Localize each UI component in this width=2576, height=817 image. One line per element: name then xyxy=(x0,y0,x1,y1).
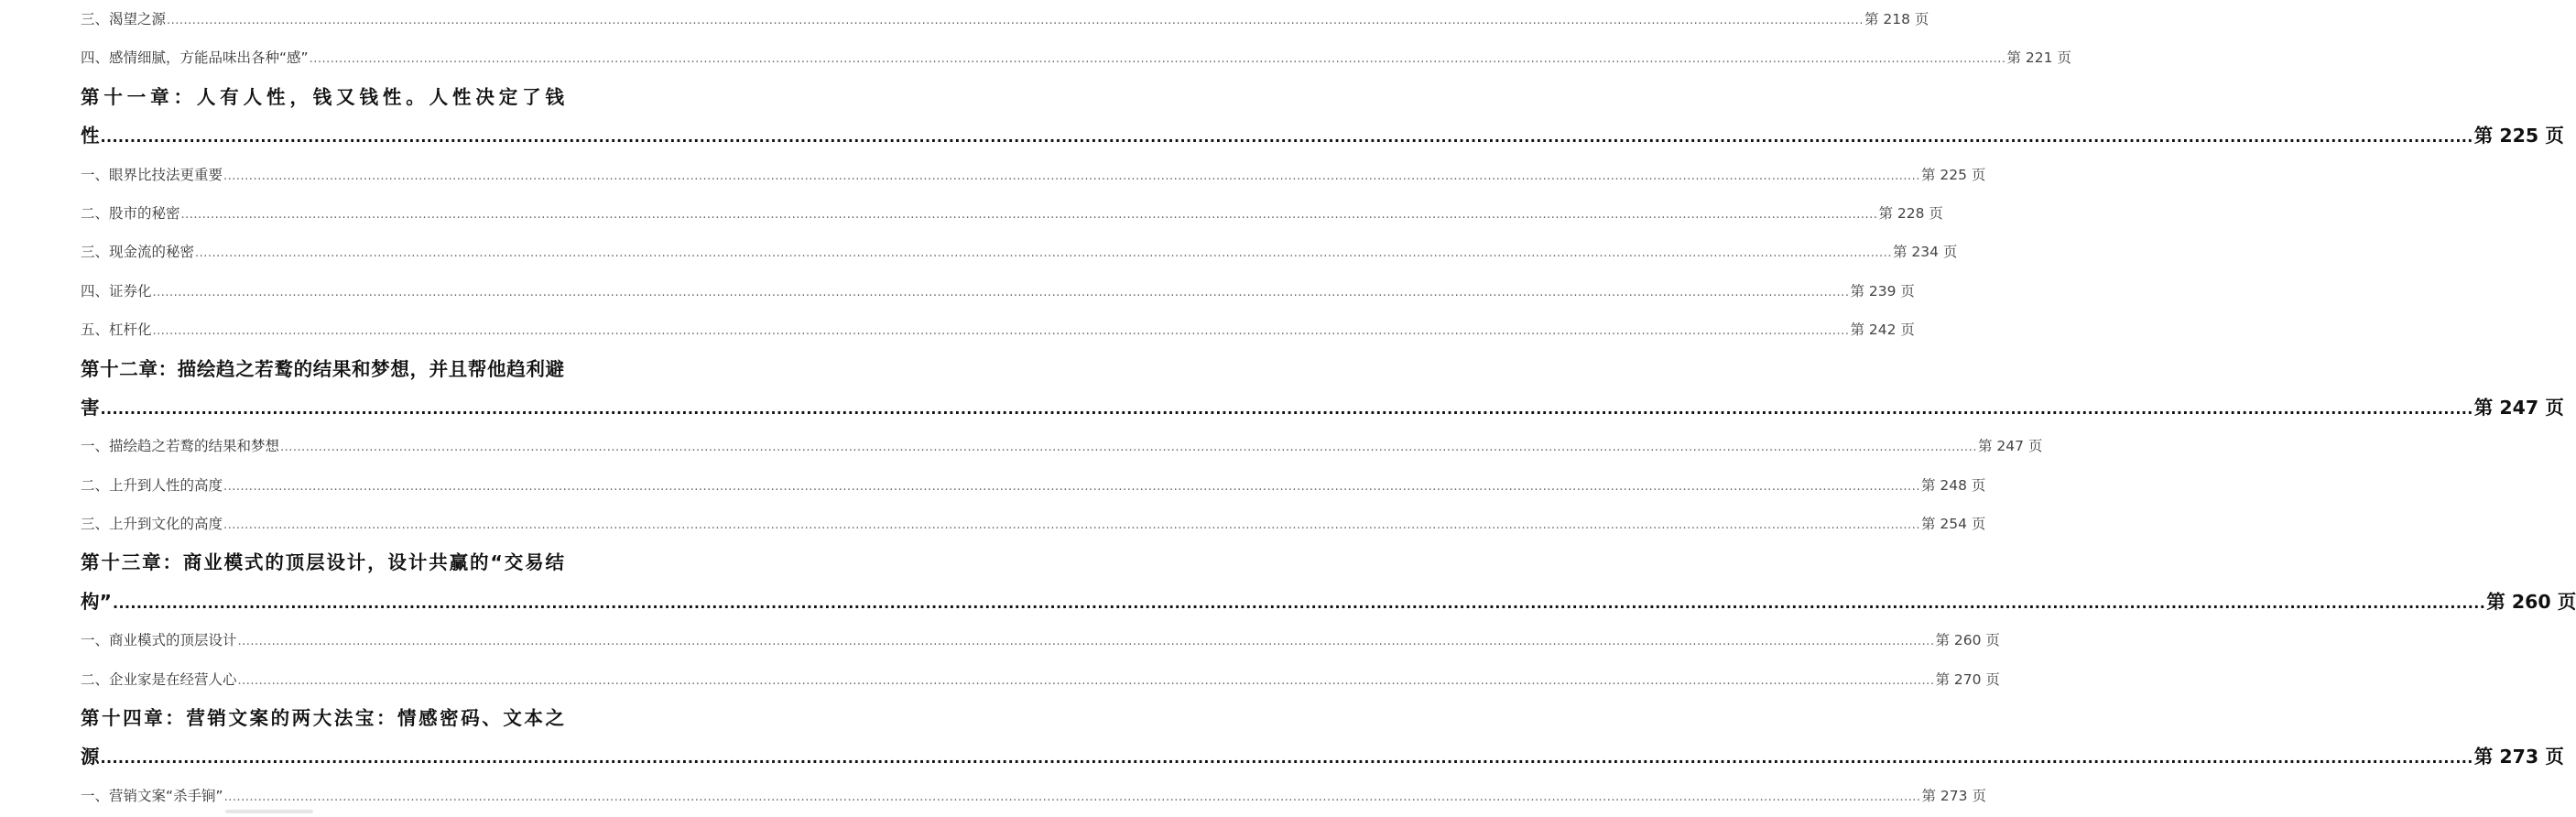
page-number: 第 228 页 xyxy=(1878,204,1943,222)
section-title: 四、证券化 xyxy=(81,282,152,300)
section-title: 三、上升到文化的高度 xyxy=(81,516,223,533)
page-number: 第 247 页 xyxy=(2473,396,2564,419)
dot-leader: ................................................................................................................................................................................................................................................................................................................................................................................................................ xyxy=(280,441,1977,455)
page-number: 第 225 页 xyxy=(2473,125,2564,147)
toc-entry-section[interactable] xyxy=(81,621,2000,659)
toc-entry-section[interactable] xyxy=(81,660,2000,699)
dot-leader: ................................................................................................................................................................................................................................................................................................................................................................................................................ xyxy=(100,128,2473,147)
page-number: 第 225 页 xyxy=(1920,166,1986,183)
dot-leader: ................................................................................................................................................................................................................................................................................................................................................................................................................ xyxy=(309,52,2006,67)
page-number: 第 270 页 xyxy=(1935,670,2000,688)
chapter-title-line2-row xyxy=(81,583,2576,621)
dot-leader: ................................................................................................................................................................................................................................................................................................................................................................................................................ xyxy=(100,749,2473,768)
page-number: 第 239 页 xyxy=(1850,282,1915,300)
page-number: 第 273 页 xyxy=(1921,787,1986,804)
section-title: 一、商业模式的顶层设计 xyxy=(81,632,237,649)
section-title: 二、股市的秘密 xyxy=(81,204,180,222)
chapter-title-line1: 第十二章：描绘趋之若鹜的结果和梦想，并且帮他趋利避 xyxy=(81,357,564,380)
dot-leader: ................................................................................................................................................................................................................................................................................................................................................................................................................ xyxy=(152,285,1850,300)
page-number: 第 273 页 xyxy=(2473,746,2564,768)
section-title: 一、营销文案“杀手锏” xyxy=(81,787,223,804)
page-number: 第 260 页 xyxy=(2486,590,2576,613)
dot-leader: ................................................................................................................................................................................................................................................................................................................................................................................................................ xyxy=(112,594,2486,612)
page-number: 第 218 页 xyxy=(1864,11,1929,27)
dot-leader: ................................................................................................................................................................................................................................................................................................................................................................................................................ xyxy=(237,635,1935,649)
dot-leader: ................................................................................................................................................................................................................................................................................................................................................................................................................ xyxy=(195,246,1892,261)
toc-entry-chapter[interactable] xyxy=(81,699,2564,777)
dot-leader: ................................................................................................................................................................................................................................................................................................................................................................................................................ xyxy=(180,207,1878,222)
section-title: 二、企业家是在经营人心 xyxy=(81,670,237,688)
chapter-title-line2-row xyxy=(81,116,2564,155)
toc-entry-section[interactable] xyxy=(81,272,1915,310)
page-number: 第 242 页 xyxy=(1850,321,1915,339)
page-number: 第 221 页 xyxy=(2006,49,2071,67)
toc-entry-section[interactable] xyxy=(81,0,1929,38)
toc-entry-section[interactable] xyxy=(81,777,1986,815)
toc-entry-section[interactable] xyxy=(81,310,1915,349)
scrollbar-hint[interactable] xyxy=(225,810,313,813)
section-title: 三、渴望之源 xyxy=(81,11,167,27)
toc-entry-section[interactable] xyxy=(81,233,1958,271)
toc-entry-section[interactable] xyxy=(81,38,2071,77)
chapter-title-line1: 第十三章：商业模式的顶层设计，设计共赢的“交易结 xyxy=(81,551,564,574)
chapter-title-line2-row xyxy=(81,737,2564,776)
chapter-title-line2: 害 xyxy=(81,396,100,419)
table-of-contents xyxy=(81,0,2576,815)
page-number: 第 248 页 xyxy=(1920,476,1986,494)
dot-leader: ................................................................................................................................................................................................................................................................................................................................................................................................................ xyxy=(167,14,1864,27)
section-title: 一、眼界比技法更重要 xyxy=(81,166,223,183)
dot-leader: ................................................................................................................................................................................................................................................................................................................................................................................................................ xyxy=(152,324,1850,339)
chapter-title-line2: 性 xyxy=(81,125,100,147)
toc-entry-section[interactable] xyxy=(81,156,1986,194)
chapter-title-line1: 第十四章：营销文案的两大法宝：情感密码、文本之 xyxy=(81,707,564,730)
toc-entry-chapter[interactable] xyxy=(81,543,2576,621)
section-title: 二、上升到人性的高度 xyxy=(81,476,223,494)
toc-entry-chapter[interactable] xyxy=(81,78,2564,156)
chapter-title-line2-row xyxy=(81,388,2564,427)
page-number: 第 247 页 xyxy=(1977,438,2043,455)
page-number: 第 234 页 xyxy=(1892,244,1958,261)
dot-leader: ................................................................................................................................................................................................................................................................................................................................................................................................................ xyxy=(100,399,2473,418)
toc-entry-chapter[interactable] xyxy=(81,350,2564,428)
chapter-title-line2: 构” xyxy=(81,590,112,613)
chapter-title-line2: 源 xyxy=(81,746,100,768)
dot-leader: ................................................................................................................................................................................................................................................................................................................................................................................................................ xyxy=(223,790,1921,804)
page-number: 第 254 页 xyxy=(1920,516,1986,533)
section-title: 一、描绘趋之若鹜的结果和梦想 xyxy=(81,438,280,455)
section-title: 三、现金流的秘密 xyxy=(81,244,195,261)
page-number: 第 260 页 xyxy=(1935,632,2000,649)
toc-entry-section[interactable] xyxy=(81,466,1986,505)
dot-leader: ................................................................................................................................................................................................................................................................................................................................................................................................................ xyxy=(223,518,1920,533)
dot-leader: ................................................................................................................................................................................................................................................................................................................................................................................................................ xyxy=(223,479,1920,494)
chapter-title-line1: 第十一章：人有人性，钱又钱性。人性决定了钱 xyxy=(81,85,564,108)
section-title: 五、杠杆化 xyxy=(81,321,152,339)
dot-leader: ................................................................................................................................................................................................................................................................................................................................................................................................................ xyxy=(237,673,1935,688)
toc-entry-section[interactable] xyxy=(81,505,1986,543)
toc-entry-section[interactable] xyxy=(81,194,1943,233)
section-title: 四、感情细腻，方能品味出各种“感” xyxy=(81,49,309,67)
toc-entry-section[interactable] xyxy=(81,427,2043,465)
dot-leader: ................................................................................................................................................................................................................................................................................................................................................................................................................ xyxy=(223,169,1920,183)
